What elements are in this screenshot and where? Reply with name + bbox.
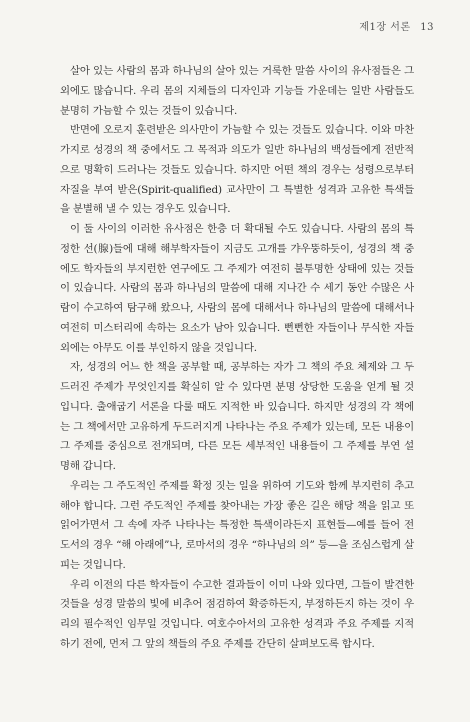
paragraph: 살아 있는 사람의 몸과 하나님의 살아 있는 거룩한 말씀 사이의 유사점들은 그 외에도 많습니다. 우리 몸의 지체들의 디자인과 기능들 가운데는 일반 사람들도 분명히 가늠할 수 있는 것들이 있습니다. bbox=[60, 65, 414, 117]
paragraph: 우리 이전의 다른 학자들이 수고한 결과들이 이미 나와 있다면, 그들이 발견한 것들을 성경 말씀의 빛에 비추어 점검하여 확증하든지, 부정하든지 하는 것이 우리의 필수적인 임무일 것입니다. 여호수아서의 고유한 성격과 주요 주제를 지적하기 전에, 먼저 그 앞의 책들의 주요 주제를 간단히 살펴보도록 합시다. bbox=[60, 578, 414, 650]
body-text bbox=[60, 62, 414, 655]
chapter-title: 제1장 서론 bbox=[359, 22, 411, 33]
paragraph: 자, 성경의 어느 한 책을 공부할 때, 공부하는 자가 그 책의 주요 체제와 그 두드러진 주제가 무엇인지를 확실히 알 수 있다면 분명 상당한 도움을 얻게 될 것입니다. 출애굽기 서론을 다룰 때도 지적한 바 있습니다. 하지만 성경의 각 책에는 그 책에서만 고유하게 두드러지게 나타나는 주요 주제가 있는데, 모든 내용이 그 주제를 중심으로 전개되며, 다른 모든 세부적인 내용들이 그 주제를 부연 설명해 갑니다. bbox=[60, 361, 414, 472]
running-header bbox=[353, 18, 434, 33]
paragraph: 우리는 그 주도적인 주제를 확정 짓는 일을 위하여 기도와 함께 부지런히 추고해야 합니다. 그런 주도적인 주제를 찾아내는 가장 좋은 길은 해당 책을 읽고 또 읽어가면서 그 속에 자주 나타나는 특정한 특색이라든지 표현들—예를 들어 전도서의 경우 “해 아래에”나, 로마서의 경우 “하나님의 의” 등—을 조심스럽게 살피는 것입니다. bbox=[60, 479, 414, 571]
paragraph: 반면에 오로지 훈련받은 의사만이 가늠할 수 있는 것들도 있습니다. 이와 마찬가지로 성경의 책 중에서도 그 목적과 의도가 일반 하나님의 백성들에게 전반적으로 명확히 드러나는 것들도 있습니다. 하지만 어떤 책의 경우는 성령으로부터 자질을 부여 받은(Spirit-qualified) 교사만이 그 특별한 성격과 고유한 특색들을 분별해 낼 수 있는 경우도 있습니다. bbox=[60, 124, 414, 216]
paragraph: 이 둘 사이의 이러한 유사점은 한층 더 확대될 수도 있습니다. 사람의 몸의 특정한 선(腺)들에 대해 해부학자들이 지금도 고개를 갸우뚱하듯이, 성경의 책 중에도 학자들의 부지런한 연구에도 그 주제가 여전히 불투명한 상태에 있는 것들이 있습니다. 사람의 몸과 하나님의 말씀에 대해 지나간 수 세기 동안 수많은 사람이 수고하여 탐구해 왔으나, 사람의 몸에 대해서나 하나님의 말씀에 대해서나 여전히 미스터리에 속하는 요소가 남아 있습니다. 뻔뻔한 자들이나 무식한 자들 외에는 아무도 이를 부인하지 않을 것입니다. bbox=[60, 223, 414, 354]
page-number: 13 bbox=[420, 22, 434, 33]
